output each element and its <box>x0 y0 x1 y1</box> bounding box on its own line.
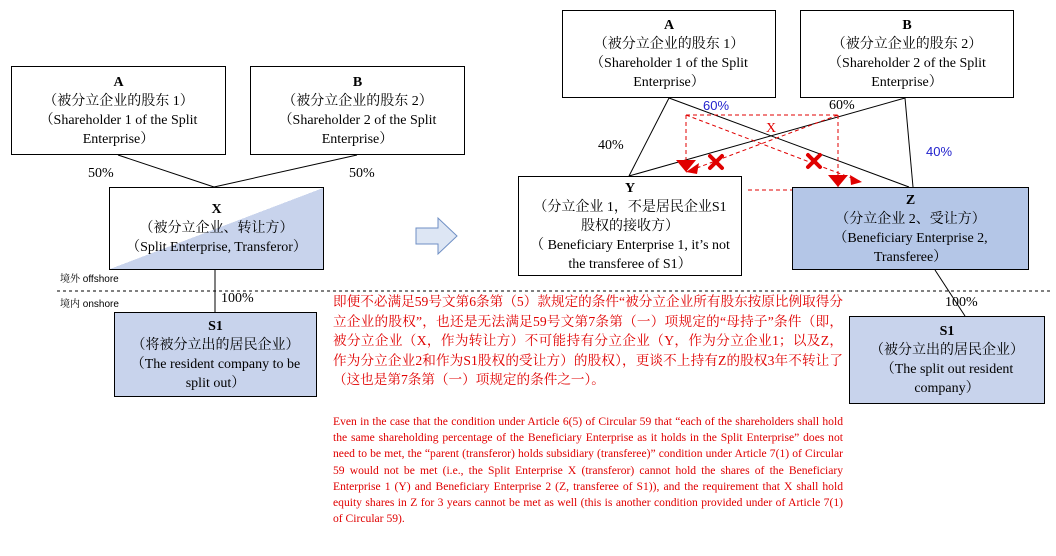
beneficiary-z-cn: （分立企业 2、受让方） <box>835 211 986 227</box>
line-a-y <box>629 98 669 176</box>
pct-b-z: 40% <box>926 144 953 159</box>
shareholder-a-box <box>11 66 226 155</box>
line-b-x <box>214 155 357 187</box>
split-enterprise-x-en: （Split Enterprise, Transferor） <box>126 240 307 255</box>
right-shareholder-a-title: A <box>663 18 675 33</box>
beneficiary-z-en: （Beneficiary Enterprise 2, Transferee） <box>833 230 988 265</box>
pct-b-y: 60% <box>829 98 855 113</box>
shareholder-b-box <box>250 66 465 155</box>
pct-a-z: 60% <box>703 98 730 113</box>
line-b-y <box>629 98 905 176</box>
s1-right-box <box>849 316 1045 404</box>
pct-a-x: 50% <box>88 166 114 181</box>
s1-left-title: S1 <box>208 318 223 334</box>
shareholder-b-title: B <box>352 74 363 90</box>
red-x-mark: X <box>766 121 777 136</box>
right-shareholder-a-cn: （被分立企业的股东 1） <box>593 37 745 52</box>
right-shareholder-b-title: B <box>902 18 912 33</box>
shareholder-a-cn: （被分立企业的股东 1） <box>43 93 194 109</box>
shareholder-b-cn: （被分立企业的股东 2） <box>282 93 433 109</box>
s1-right-en: （The split out resident company） <box>880 362 1014 396</box>
pct-x-s1: 100% <box>221 291 254 306</box>
s1-right-cn: （被分立出的居民企业） <box>870 343 1024 358</box>
s1-right-title: S1 <box>939 324 955 339</box>
pct-a-y: 40% <box>598 138 624 153</box>
s1-left-cn: （将被分立出的居民企业） <box>131 337 300 353</box>
beneficiary-y-en: （ Beneficiary Enterprise 1, it’s not the transferee of S1） <box>530 237 730 272</box>
beneficiary-z-box <box>792 187 1029 270</box>
split-enterprise-x-box <box>109 187 324 270</box>
beneficiary-y-cn: （分立企业 1，不是居民企业S1股权的接收方） <box>533 199 727 234</box>
shareholder-a-en: （Shareholder 1 of the Split Enterprise） <box>39 112 198 147</box>
cross-mark-icon <box>808 155 820 167</box>
note-chinese: 即便不必满足59号文第6条第（5）款规定的条件“被分立企业所有股东按原比例取得分立企业的股权”，也还是无法满足59号文第7条第（一）项规定的“母持子”条件（即，被分立企业（X，作为转让方）不可能持有分立企业（Y，作为分立企业1；以及Z，作为分立企业2和作为S1股权的受让方）的股权），更谈不上持有Z的股权3年不转让了（这也是第7条第（一）项规定的条件之一）。 <box>333 294 843 387</box>
beneficiary-y-title: Y <box>624 180 636 196</box>
pct-z-s1: 100% <box>945 295 978 310</box>
shareholder-a-title: A <box>113 74 124 90</box>
s1-left-box <box>114 312 317 397</box>
right-shareholder-b-en: （Shareholder 2 of the Split Enterprise） <box>828 56 986 90</box>
split-enterprise-x-title: X <box>211 202 222 217</box>
split-enterprise-x-cn: （被分立企业、转让方） <box>139 221 294 236</box>
line-a-x <box>118 155 214 187</box>
right-shareholder-b-cn: （被分立企业的股东 2） <box>831 37 983 52</box>
note-english: Even in the case that the condition under Article 6(5) of Circular 59 that “each of the shareholders shall hold the same shareholding percentage of the Beneficiary Enterprise as it holds in the Split Enterprise” does not need to be met, the “parent (transferor) holds subsidiary (transferee)” condition under Article 7(1) of Circular 59 would not be met (i.e., the Split Enterprise X (transferor) cannot hold the shares of the Beneficiary Enterprise 1 (Y) and Beneficiary Enterprise 2 (Z, transferee of S1)), and the requirement that X shall hold equity shares in Z for 3 years cannot be met as well (this is another condition provided under of Article 7(1) of Circular 59). <box>333 415 843 526</box>
line-b-z <box>905 98 913 187</box>
onshore-label: 境内 onshore <box>60 299 119 310</box>
pct-b-x: 50% <box>349 166 375 181</box>
beneficiary-z-title: Z <box>905 192 916 208</box>
shareholder-b-en: （Shareholder 2 of the Split Enterprise） <box>278 112 437 147</box>
offshore-label: 境外 offshore <box>60 274 119 285</box>
right-shareholder-a-box <box>562 10 776 98</box>
beneficiary-y-box <box>518 176 742 276</box>
s1-left-en: （The resident company to be split out） <box>130 356 301 391</box>
right-shareholder-a-en: （Shareholder 1 of the Split Enterprise） <box>590 56 748 90</box>
transition-arrow-icon <box>416 218 457 254</box>
right-shareholder-b-box <box>800 10 1014 98</box>
